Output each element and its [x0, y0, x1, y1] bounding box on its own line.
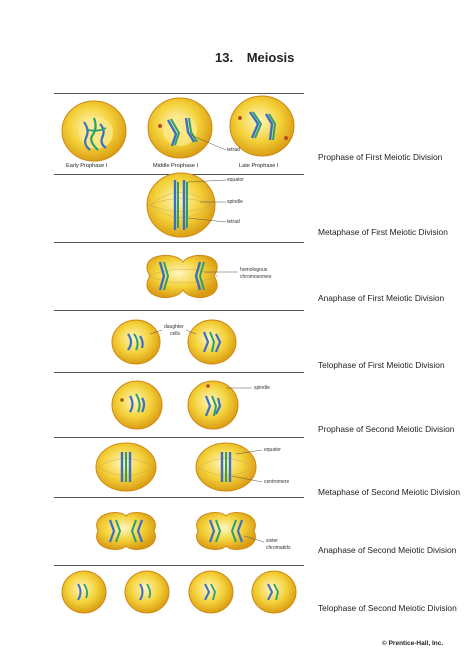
stage-label-anaphase-1: Anaphase of First Meiotic Division	[318, 293, 445, 303]
cell-telophase-2-b	[125, 571, 169, 613]
cell-anaphase-1	[147, 255, 238, 297]
stage-label-telophase-1: Telophase of First Meiotic Division	[318, 360, 445, 370]
annotation-sister: sister	[266, 538, 278, 544]
cell-telophase-2-d	[252, 571, 296, 613]
cell-middle-prophase-1	[148, 98, 226, 158]
cell-metaphase-2-right	[196, 443, 262, 491]
annotation-daughter: daughter	[164, 324, 184, 330]
cell-anaphase-2-left	[97, 512, 156, 549]
annotation-spindle-2: spindle	[254, 385, 270, 391]
title-number: 13.	[215, 50, 234, 65]
cell-telophase-2-c	[189, 571, 233, 613]
stage-label-prophase-1: Prophase of First Meiotic Division	[318, 152, 443, 162]
stage-label-anaphase-2: Anaphase of Second Meiotic Division	[318, 545, 457, 555]
cell-prophase-2-left	[112, 381, 162, 429]
annotation-equator-2: equator	[264, 447, 281, 453]
stage-label-telophase-2: Telophase of Second Meiotic Division	[318, 603, 457, 613]
annotation-equator-1: equator	[227, 177, 244, 183]
sublabel-late-prophase: Late Prophase I	[239, 163, 279, 169]
title-text: Meiosis	[246, 50, 295, 65]
cell-metaphase-2-left	[96, 443, 156, 491]
annotation-tetrad-1: tetrad	[227, 147, 240, 153]
annotation-spindle-1: spindle	[227, 199, 243, 205]
cell-prophase-2-right	[188, 381, 252, 429]
stage-label-metaphase-1: Metaphase of First Meiotic Division	[318, 227, 448, 237]
cell-early-prophase-1	[62, 101, 126, 161]
annotation-cells: cells	[170, 331, 181, 337]
annotation-chromosomes: chromosomes	[240, 274, 272, 280]
stage-label-metaphase-2: Metaphase of Second Meiotic Division	[318, 487, 460, 497]
annotation-chromatids: chromatids	[266, 545, 291, 551]
cell-anaphase-2-right	[197, 512, 264, 549]
cell-telophase-1-right	[186, 320, 236, 364]
annotation-homologous: homologous	[240, 267, 268, 273]
cell-telophase-2-a	[62, 571, 106, 613]
annotation-tetrad-2: tetrad	[227, 219, 240, 225]
sublabel-early-prophase: Early Prophase I	[66, 163, 108, 169]
stage-label-prophase-2: Prophase of Second Meiotic Division	[318, 424, 455, 434]
cell-metaphase-1	[147, 173, 226, 237]
annotation-centromere: centromere	[264, 479, 290, 485]
cell-telophase-1-left	[112, 320, 162, 364]
sublabel-middle-prophase: Middle Prophase I	[153, 163, 199, 169]
copyright-notice: © Prentice-Hall, Inc.	[382, 640, 444, 647]
